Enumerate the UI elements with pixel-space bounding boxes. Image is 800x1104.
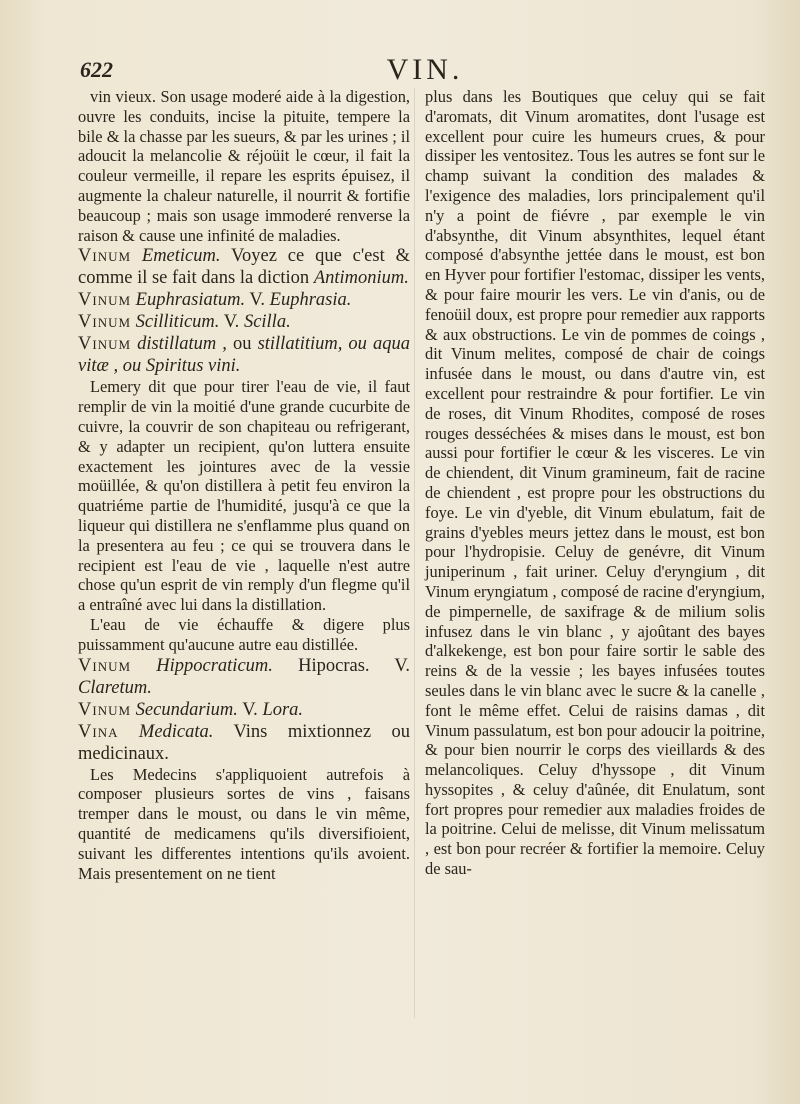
left-column [78, 87, 410, 883]
paragraph: plus dans les Boutiques que celuy qui se fait d'aromats, dit Vinum aromatites, dont l'usage est excellent pour cuire les humeurs crues, & pour dissiper les ventositez. Tous les autres se font sur le champ suivant la condition des malades & l'exigence des maladies, lors principalement qu'il n'y a point de fiévre , par exemple le vin d'absynthe, dit Vinum absynthites, lequel étant composé d'absynthe jettée dans le moust, est bon en Hyver pour fortifier l'estomac, dissiper les vents, & pour faire mourir les vers. Le vin d'anis, ou de fenoüil doux, est propre pour remedier aux rapports & aux obstructions. Le vin de pommes de coings , dit Vinum melites, composé de chair de coings infusée dans le moust, ou dans d'autre vin, est excellent pour restraindre & pour fortifier. Le vin de roses, dit Vinum Rhodites, composé de roses rouges desséchées & mises dans le moust, est bon aussi pour fortifier le cœur & les visceres. Le vin de chiendent, dit Vinum gramineum, fait de racine de chiendent , est propre pour les obstructions du foye. Le vin d'yeble, dit Vinum ebulatum, fait de grains d'yebles meurs jettez dans le moust, est bon pour l'hydropisie. Celuy de genévre, dit Vinum juniperinum , fait uriner. Celuy d'eryngium , dit Vinum eryngiatum , composé de racine d'eryngium, de pimpernelle, de saxifrage & de milium solis infusez dans le vin blanc , y ajoûtant des bayes d'alkekenge, est bon pour faire sortir le sable des reins & de la vessie ; les bayes infusées toutes seules dans le vin blanc avec le sucre & la canelle , font le même effet. Celui de raisins damas , dit Vinum passulatum, est bon pour adoucir la poitrine, & pour bien nourrir le corps des vieillards & des melancoliques. Celuy d'hyssope , dit Vinum hyssopites , & celuy d'aûnée, dit Enulatum, sont fort propres pour remedier aux maladies froides de la poitrine. Celui de melisse, dit Vinum melissatum , est bon pour recréer & fortifier la memoire. Celuy de sau- [425, 87, 765, 879]
entry-reference: Scilla. [243, 312, 291, 333]
entry-text: V. [249, 290, 266, 311]
entry-headword: Vinum [78, 655, 132, 676]
entry-reference: Euphrasia. [269, 290, 352, 311]
entry-text: Hipocras. V. [298, 655, 410, 676]
paragraph: vin vieux. Son usage moderé aide à la digestion, ouvre les conduits, incise la pituite, tempere la bile & la chasse par les sueurs, & par les urines ; il adoucit la melancolie & réjoüit le cœur, il fait la couleur vermeille, il repare les esprits épuisez, il augmente la chaleur naturelle, il nourrit & fortifie beaucoup ; mais son usage immoderé renverse la raison & cause une infinité de maladies. [78, 87, 410, 245]
paragraph: Lemery dit que pour tirer l'eau de vie, il faut remplir de vin la moitié d'une grande cucurbite de cuivre, la couvrir de son chapiteau ou refrigerant, & y adapter un recipient, qu'on luttera ensuite exactement les jointures avec de la vessie moüillée, & qu'on distillera à petit feu environ la quatriéme partie de l'humidité, jusqu'à ce que la liqueur qui distillera ne s'enflamme plus quand on la presentera au feu ; ce qui se trouvera dans le recipient est l'eau de vie , laquelle n'est autre chose qu'un esprit de vin remply d'un flegme qu'il a entraîné avec lui dans la distillation. [78, 377, 410, 615]
entry-headword: Vinum [78, 334, 132, 355]
dictionary-entry [78, 311, 410, 333]
column-gutter [414, 88, 415, 1018]
entry-headword: Vinum [78, 312, 132, 333]
entry-headword: Vinum [78, 290, 132, 311]
entry-reference: Lora. [262, 699, 304, 720]
dictionary-entry [78, 245, 410, 289]
dictionary-entry [78, 333, 410, 377]
dictionary-entry [78, 699, 410, 721]
dictionary-entry [78, 721, 410, 765]
page-number: 622 [80, 57, 113, 82]
entry-text: ou [233, 334, 252, 355]
paragraph: Les Medecins s'appliquoient autrefois à composer plusieurs sortes de vins , faisans tremper dans le moust, ou dans le vin même, quantité de medicamens qu'ils diversifioient, suivant les differentes intentions qu'ils avoient. Mais presentement on ne tient [78, 764, 410, 883]
entry-term: Medicata. [138, 721, 214, 742]
entry-reference: Antimonium. [313, 268, 409, 289]
entry-headword: Vinum [78, 246, 132, 267]
entry-term: Emeticum. [141, 246, 221, 267]
page-header [80, 55, 770, 85]
dictionary-entry [78, 289, 410, 311]
entry-term: Scilliticum. [135, 312, 220, 333]
entry-reference: stillatitium, ou aqua vitæ , ou Spiritus vini. [78, 334, 410, 377]
paragraph: L'eau de vie échauffe & digere plus puissamment qu'aucune autre eau distillée. [78, 614, 410, 654]
dictionary-entry [78, 655, 410, 699]
entry-term: Euphrasiatum. [135, 290, 246, 311]
entry-headword: Vinum [78, 699, 132, 720]
entry-term: Secundarium. [135, 699, 238, 720]
entry-text: V. [223, 312, 240, 333]
entry-text: V. [242, 699, 258, 720]
entry-headword: Vina [78, 721, 119, 742]
entry-term: Hippocraticum. [156, 655, 273, 676]
entry-reference: Claretum. [78, 677, 152, 698]
entry-term: distillatum , [137, 334, 227, 355]
right-column [425, 87, 765, 879]
entry-text: Voyez ce que c'est & comme il se fait dans la diction [78, 246, 410, 289]
running-title: VIN. [386, 53, 464, 86]
entry-text: Vins mixtionnez ou medicinaux. [78, 721, 411, 764]
